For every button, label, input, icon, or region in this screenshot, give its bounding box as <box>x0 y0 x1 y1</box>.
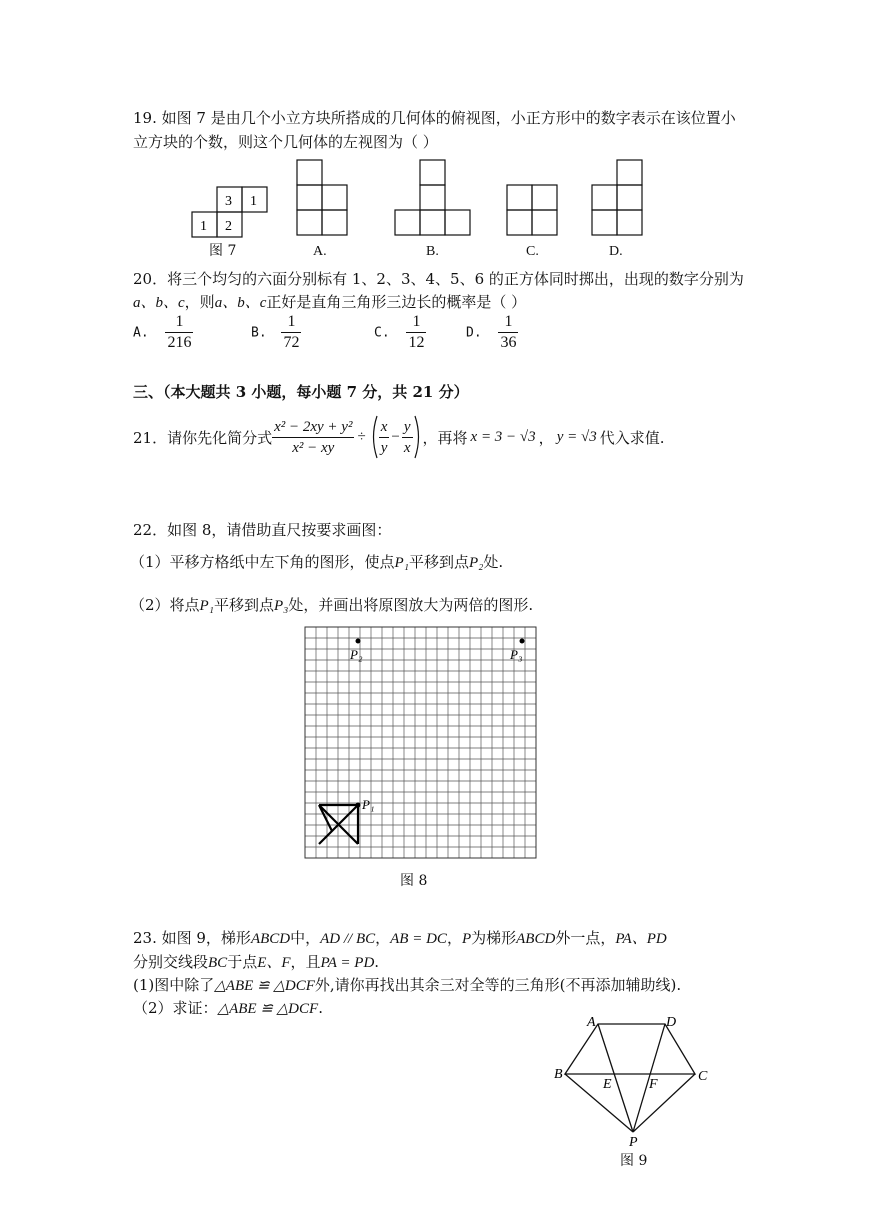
q21-y-value: y = √3 <box>556 428 597 445</box>
fig8-caption: 图 8 <box>400 873 428 889</box>
q23-part2: （2）求证：△ABE ≌ △DCF. <box>133 999 323 1017</box>
label-c: C <box>698 1069 708 1084</box>
q20-vars: a、b、c <box>133 295 185 311</box>
q19-option-a: A. <box>313 244 327 259</box>
q21: 21．请你先化简分式 $\frac{\text{x² − 2xy + y²}}{\text{x² − xy}}$ ÷ $\frac{x}{y}$ − $\frac{y}{x}$ ，再将 x = 3 − √3 ， y = √3 代入求值. <box>133 412 664 462</box>
label-f: F <box>649 1077 658 1092</box>
q22-part2: （2）将点P₁平移到点P₃处，并画出将原图放大为两倍的图形. <box>130 596 534 614</box>
label-a: A <box>587 1015 596 1030</box>
q22-line1: 22．如图 8，请借助直尺按要求画图： <box>133 521 392 539</box>
q20-choice-a: A. $\frac{1}{216}$ <box>133 313 192 351</box>
top-view-num-1a: 1 <box>250 194 257 209</box>
q21-x-value: x = 3 − √3 <box>470 428 536 445</box>
q20-choice-b: B. $\frac{1}{72}$ <box>251 313 300 351</box>
label-d: D <box>666 1015 677 1030</box>
q21-prefix: 21．请你先化简分式 <box>133 428 273 447</box>
label-b: B <box>554 1067 563 1082</box>
point-p1 <box>356 803 361 808</box>
q23-line2: 分别交线段BC于点E、F，且PA = PD. <box>133 953 380 971</box>
q21-numerator: x² − 2xy + y² <box>272 417 354 438</box>
grid-figure-8 <box>300 624 542 864</box>
top-view-num-1b: 1 <box>200 219 207 234</box>
shape-figure <box>319 805 358 844</box>
q19-option-c: C. <box>526 244 539 259</box>
point-p3 <box>520 639 525 644</box>
q20-vars2: a、b、c <box>214 295 267 311</box>
top-view-num-3: 3 <box>225 194 232 209</box>
q20-choice-d: D. $\frac{1}{36}$ <box>466 313 517 351</box>
fig7-caption: 图 7 <box>209 243 237 259</box>
q22-part1: （1）平移方格纸中左下角的图形，使点P₁平移到点P₂处. <box>130 553 504 571</box>
fig9-caption: 图 9 <box>620 1153 648 1169</box>
label-p1: P₁ <box>362 797 375 812</box>
q20-line2: a、b、c，则a、b、c正好是直角三角形三边长的概率是（ ） <box>133 293 527 311</box>
q20-choice-c: C. $\frac{1}{12}$ <box>374 313 425 351</box>
q19-figures <box>185 155 665 265</box>
q19-line2: 立方块的个数，则这个几何体的左视图为（ ） <box>133 133 438 151</box>
q19-option-d: D. <box>609 244 623 259</box>
q20-line1: 20．将三个均匀的六面分别标有 1、2、3、4、5、6 的正方体同时掷出，出现的数字分别为 <box>133 270 744 288</box>
q21-denominator: x² − xy <box>292 439 335 456</box>
label-p3: P₃ <box>510 647 523 662</box>
section3-heading: 三、（本大题共 3 小题，每小题 7 分，共 21 分） <box>133 383 469 401</box>
q19-line1: 19. 如图 7 是由几个小立方块所搭成的几何体的俯视图，小正方形中的数字表示在该位置小 <box>133 109 736 127</box>
point-p2 <box>356 639 361 644</box>
label-p2: P₂ <box>350 647 363 662</box>
label-p: P <box>629 1135 638 1150</box>
q19-option-b: B. <box>426 244 439 259</box>
label-e: E <box>603 1077 612 1092</box>
top-view-num-2: 2 <box>225 219 232 234</box>
trapezoid-figure-9 <box>550 1008 720 1168</box>
right-paren <box>413 414 423 460</box>
q23-line1: 23. 如图 9，梯形ABCD中，AD // BC，AB = DC，P为梯形ABCD外一点，PA、PD <box>133 929 667 947</box>
q23-part1: (1)图中除了△ABE ≌ △DCF外,请你再找出其余三对全等的三角形(不再添加辅助线). <box>133 976 682 994</box>
left-paren <box>369 414 379 460</box>
